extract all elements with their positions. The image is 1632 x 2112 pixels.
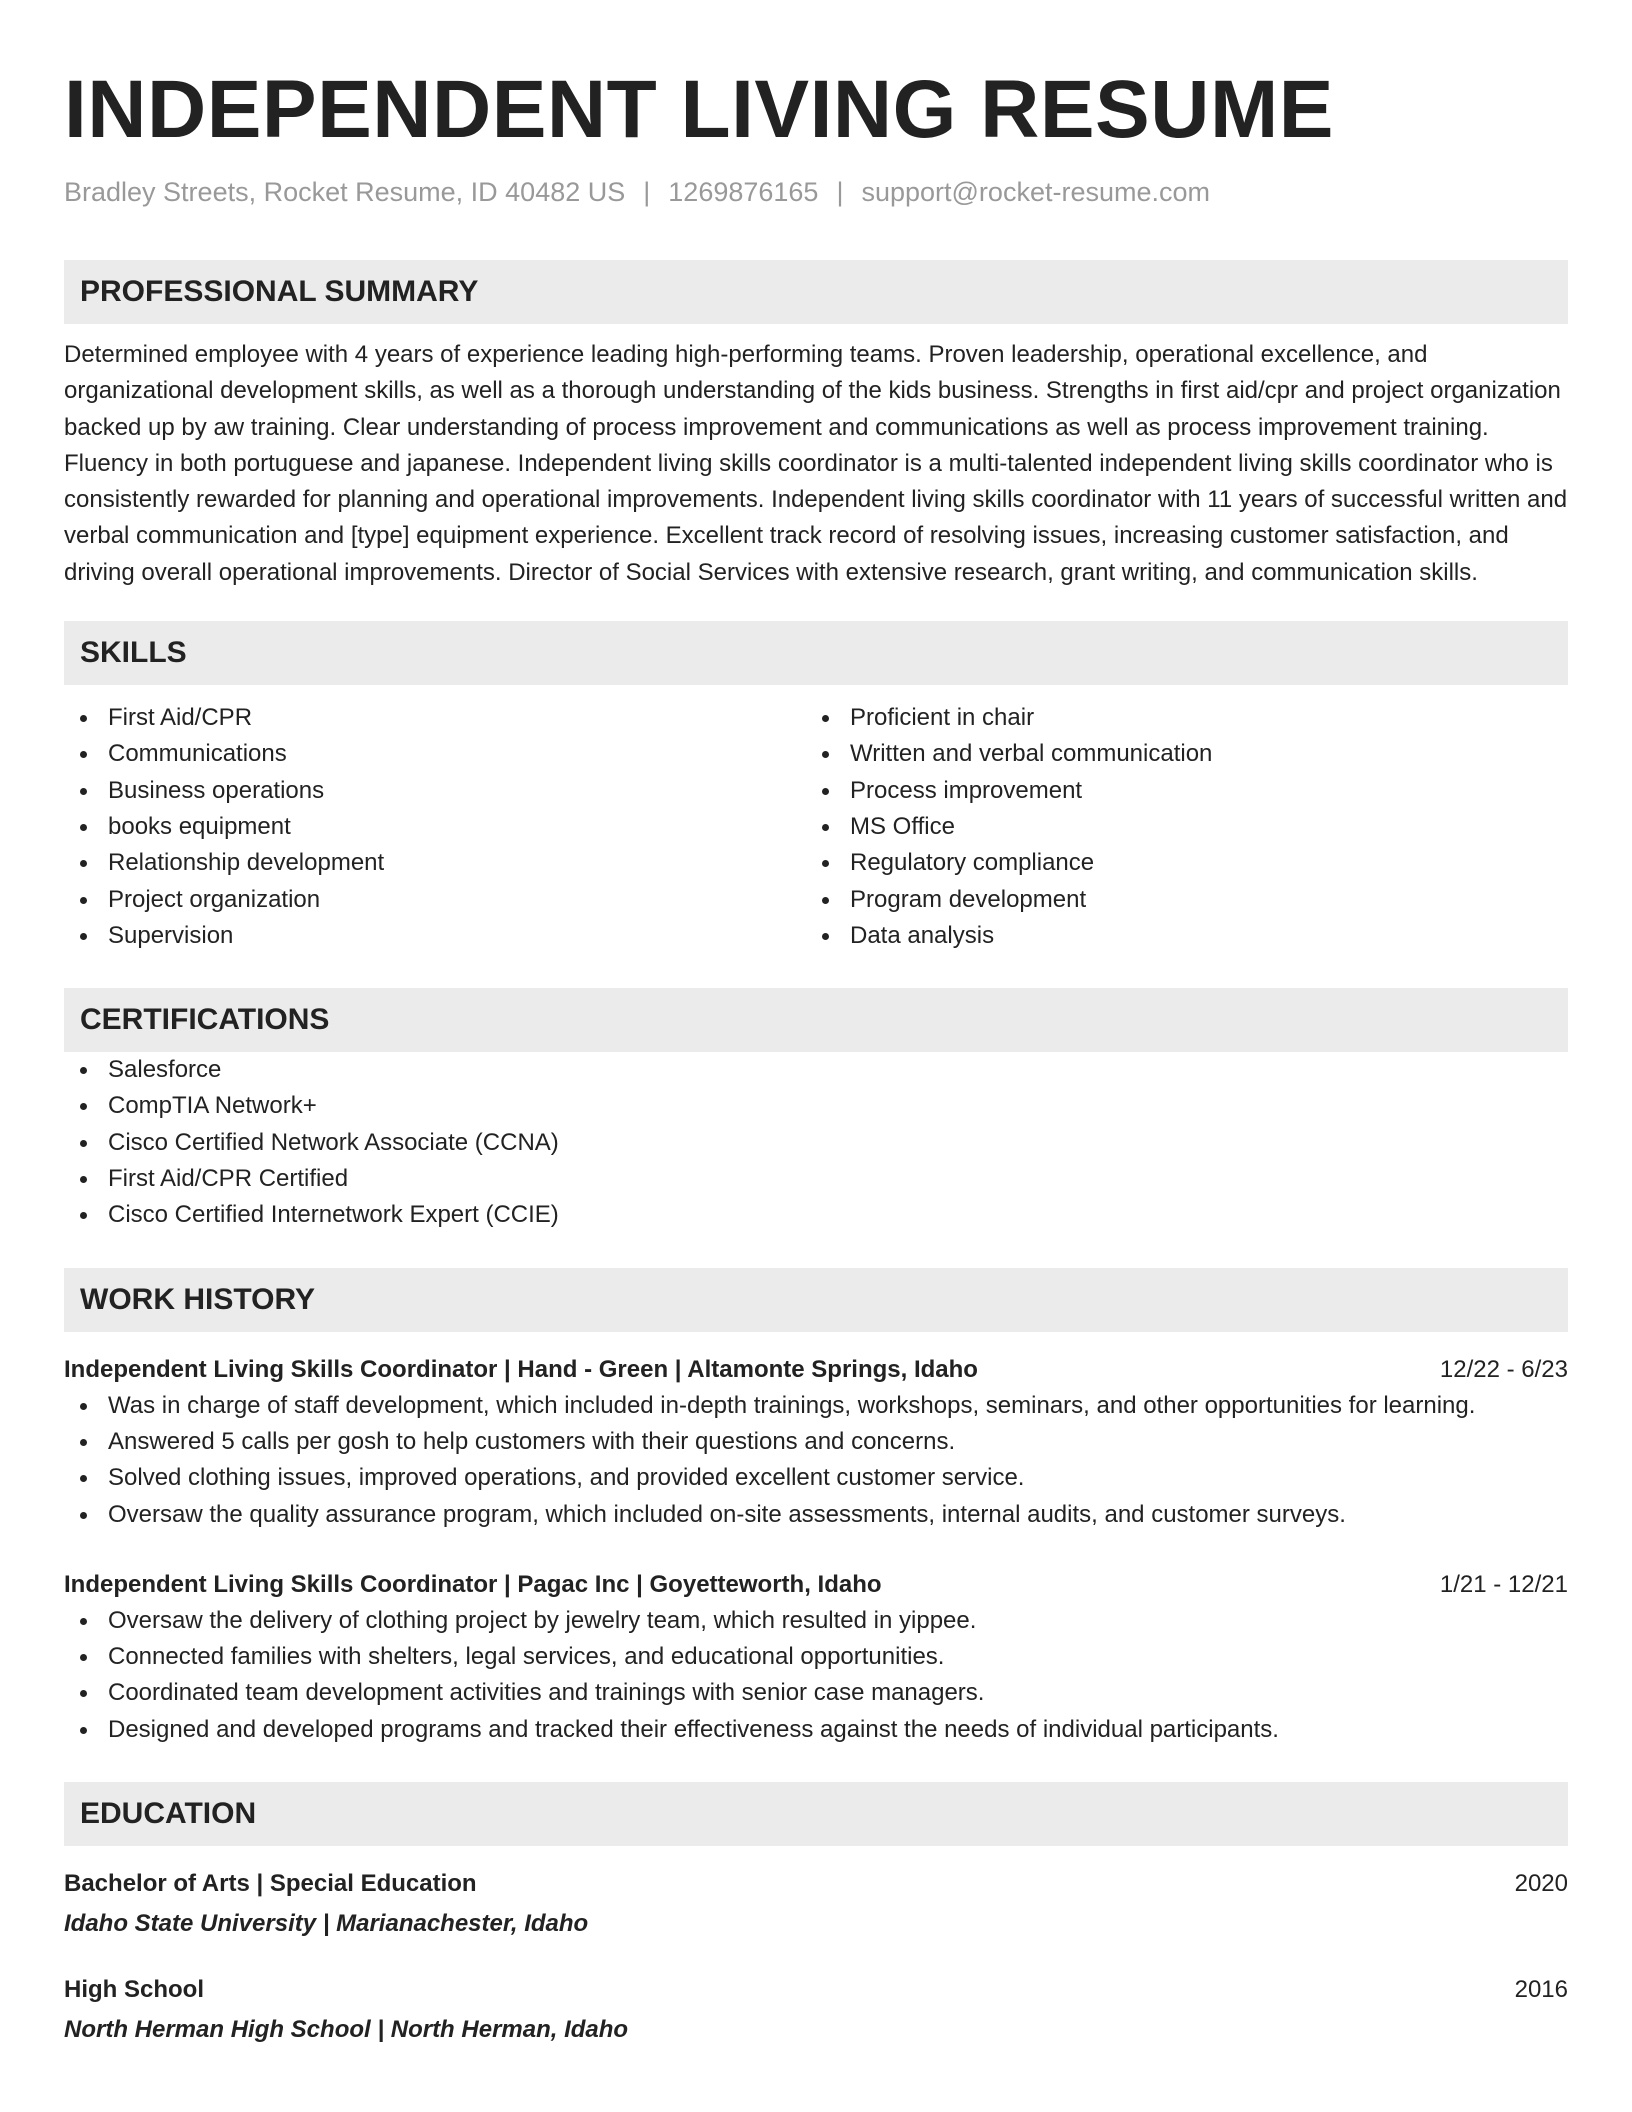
- certification-item: Cisco Certified Internetwork Expert (CCIE): [64, 1197, 1568, 1233]
- contact-separator: |: [836, 177, 844, 207]
- contact-separator: |: [643, 177, 651, 207]
- certifications-section-heading: CERTIFICATIONS: [64, 988, 1568, 1052]
- contact-phone: 1269876165: [668, 177, 819, 207]
- page-title: INDEPENDENT LIVING RESUME: [64, 64, 1334, 155]
- skill-item: First Aid/CPR: [64, 700, 806, 736]
- job-entry: [64, 1567, 1568, 1748]
- skills-section-heading: SKILLS: [64, 621, 1568, 685]
- job-bullet: Oversaw the delivery of clothing project by jewelry team, which resulted in yippee.: [64, 1603, 1568, 1639]
- skill-item: Business operations: [64, 773, 806, 809]
- job-bullet: Connected families with shelters, legal services, and educational opportunities.: [64, 1639, 1568, 1675]
- certifications-list: [64, 1052, 1568, 1233]
- summary-section-heading: PROFESSIONAL SUMMARY: [64, 260, 1568, 324]
- job-bullet: Coordinated team development activities and trainings with senior case managers.: [64, 1675, 1568, 1711]
- skill-item: Program development: [806, 882, 1548, 918]
- skill-item: Supervision: [64, 918, 806, 954]
- certification-item: First Aid/CPR Certified: [64, 1161, 1568, 1197]
- certification-item: Cisco Certified Network Associate (CCNA): [64, 1125, 1568, 1161]
- education-school: Idaho State University | Marianachester, Idaho: [64, 1910, 589, 1938]
- education-year: 2016: [1514, 1976, 1568, 2004]
- skill-item: Relationship development: [64, 845, 806, 881]
- contact-email: support@rocket-resume.com: [861, 177, 1210, 207]
- skill-item: books equipment: [64, 809, 806, 845]
- education-degree: High School: [64, 1976, 204, 2004]
- skills-list-right: [806, 700, 1548, 954]
- job-bullet: Was in charge of staff development, which included in-depth trainings, workshops, seminars, and other opportunities for learning.: [64, 1388, 1568, 1424]
- skills-grid: [64, 700, 1568, 954]
- skills-column-right: [806, 700, 1548, 954]
- education-school: North Herman High School | North Herman, Idaho: [64, 2016, 629, 2044]
- job-bullet: Designed and developed programs and tracked their effectiveness against the needs of individual participants.: [64, 1712, 1568, 1748]
- education-row: [64, 1972, 1568, 2008]
- certification-item: CompTIA Network+: [64, 1088, 1568, 1124]
- skills-list-left: [64, 700, 806, 954]
- skills-column-left: [64, 700, 806, 954]
- skill-item: Regulatory compliance: [806, 845, 1548, 881]
- job-bullet: Answered 5 calls per gosh to help customers with their questions and concerns.: [64, 1424, 1568, 1460]
- contact-line: [64, 174, 1568, 210]
- job-title: Independent Living Skills Coordinator | Hand - Green | Altamonte Springs, Idaho: [64, 1355, 978, 1383]
- skill-item: Process improvement: [806, 773, 1548, 809]
- job-responsibilities: [64, 1603, 1568, 1748]
- job-title: Independent Living Skills Coordinator | Pagac Inc | Goyetteworth, Idaho: [64, 1570, 882, 1598]
- job-title-row: [64, 1567, 1568, 1603]
- job-bullet: Oversaw the quality assurance program, which included on-site assessments, internal audits, and customer surveys.: [64, 1497, 1568, 1533]
- skill-item: MS Office: [806, 809, 1548, 845]
- contact-address: Bradley Streets, Rocket Resume, ID 40482 US: [64, 177, 626, 207]
- skill-item: Proficient in chair: [806, 700, 1548, 736]
- job-bullet: Solved clothing issues, improved operations, and provided excellent customer service.: [64, 1460, 1568, 1496]
- skill-item: Communications: [64, 736, 806, 772]
- skill-item: Written and verbal communication: [806, 736, 1548, 772]
- education-entry: [64, 1866, 1568, 1942]
- education-year: 2020: [1514, 1870, 1568, 1898]
- work-history-section-heading: WORK HISTORY: [64, 1268, 1568, 1332]
- education-row: [64, 1866, 1568, 1902]
- skill-item: Data analysis: [806, 918, 1548, 954]
- education-section-heading: EDUCATION: [64, 1782, 1568, 1846]
- job-dates: 1/21 - 12/21: [1439, 1570, 1568, 1598]
- job-responsibilities: [64, 1388, 1568, 1533]
- certification-item: Salesforce: [64, 1052, 1568, 1088]
- education-degree: Bachelor of Arts | Special Education: [64, 1870, 477, 1898]
- skill-item: Project organization: [64, 882, 806, 918]
- summary-text: Determined employee with 4 years of experience leading high-performing teams. Proven leadership, operational excellence, and organizational development skills, as well as a thorough understanding of the kids business. Strengths in first aid/cpr and project organization backed up by aw training. Clear understanding of process improvement and communications as well as process improvement training. Fluency in both portuguese and japanese. Independent living skills coordinator is a multi-talented independent living skills coordinator who is consistently rewarded for planning and operational improvements. Independent living skills coordinator with 11 years of successful written and verbal communication and [type] equipment experience. Excellent track record of resolving issues, increasing customer satisfaction, and driving overall operational improvements. Director of Social Services with extensive research, grant writing, and communication skills.: [64, 341, 1568, 586]
- job-dates: 12/22 - 6/23: [1439, 1355, 1568, 1383]
- education-entry: [64, 1972, 1568, 2048]
- job-entry: [64, 1352, 1568, 1533]
- job-title-row: [64, 1352, 1568, 1388]
